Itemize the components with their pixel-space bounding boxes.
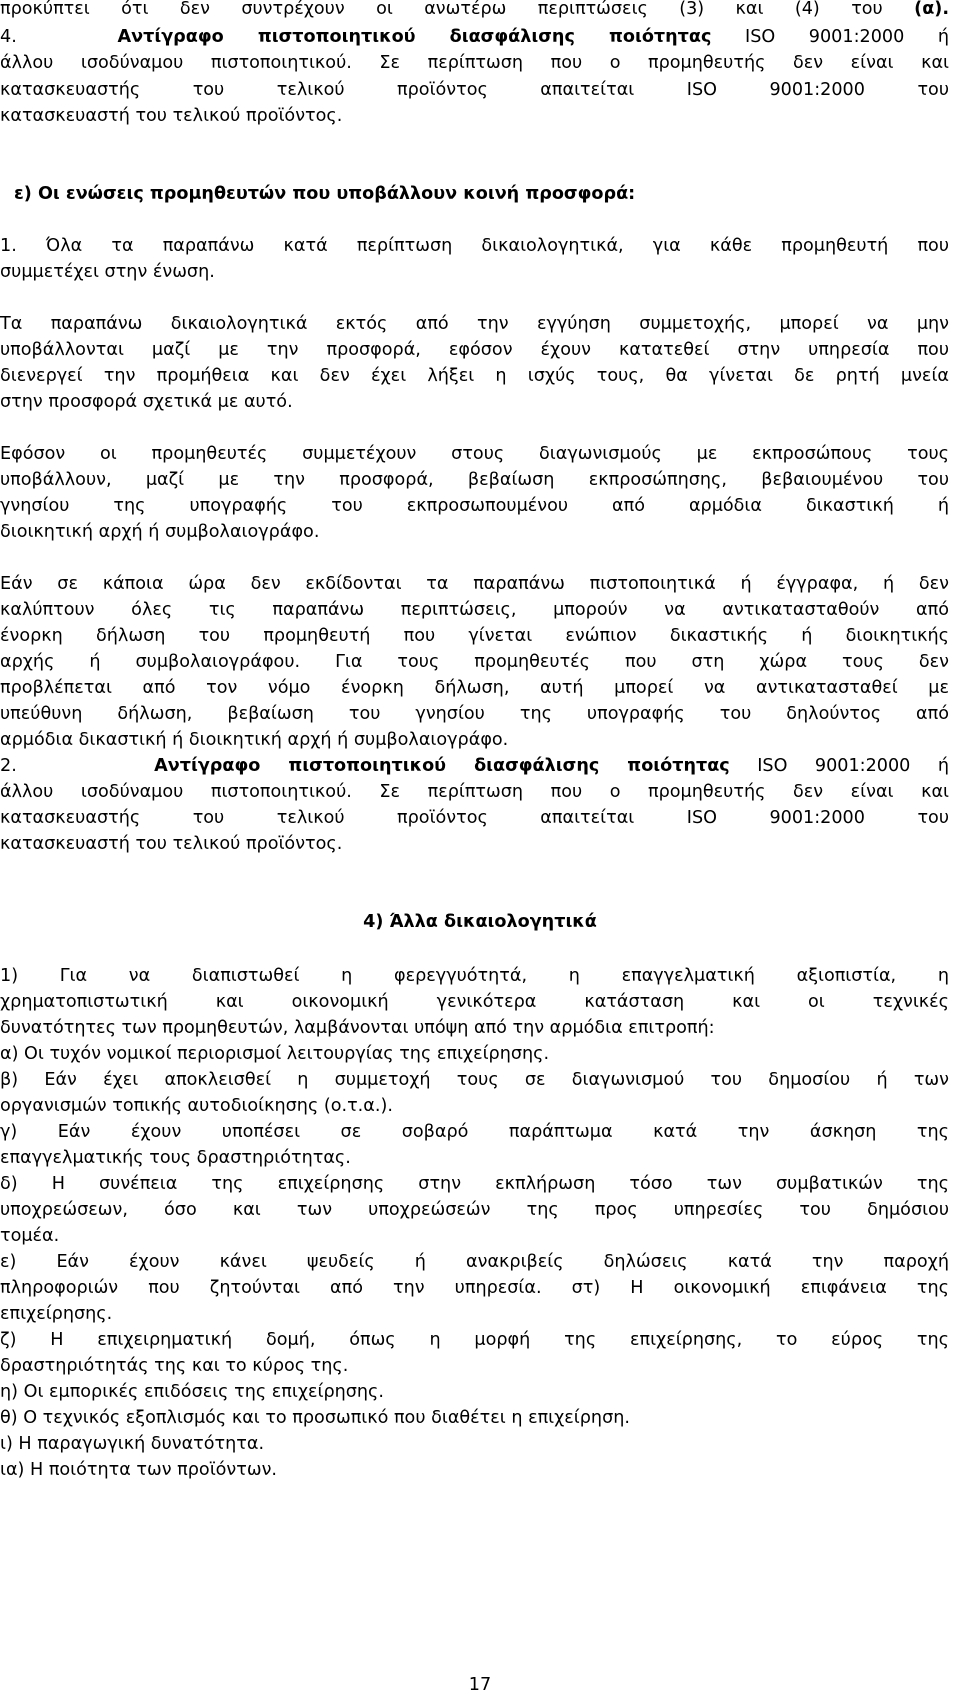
- section-heading: 4) Άλλα δικαιολογητικά: [363, 912, 597, 932]
- list-item: α) Οι τυχόν νομικοί περιορισμοί λειτουργίας της επιχείρησης.: [0, 1044, 550, 1064]
- text-line: 1) Για να διαπιστωθεί η φερεγγυότητά, η επαγγελματική αξιοπιστία, η: [0, 966, 949, 986]
- text-line: υποβάλλονται μαζί με την προσφορά, εφόσον έχουν κατατεθεί στην υπηρεσία που: [0, 340, 949, 360]
- text-line: υπεύθυνη δήλωση, βεβαίωση του γνησίου της υπογραφής του δηλούντος από: [0, 704, 949, 724]
- text-line: προκύπτει ότι δεν συντρέχουν οι ανωτέρω περιπτώσεις (3) και (4) του (α).: [0, 0, 950, 19]
- text-line: προβλέπεται από τον νόμο ένορκη δήλωση, αυτή μπορεί να αντικατασταθεί με: [0, 678, 949, 698]
- text-line: αρχής ή συμβολαιογράφου. Για τους προμηθευτές που στη χώρα τους δεν: [0, 652, 949, 672]
- list-item: ι) Η παραγωγική δυνατότητα.: [0, 1434, 265, 1454]
- text-line: κατασκευαστή του τελικού προϊόντος.: [0, 106, 343, 126]
- text-line: υποβάλλουν, μαζί με την προσφορά, βεβαίωση εκπροσώπησης, βεβαιουμένου του: [0, 470, 949, 490]
- list-item-continuation: επιχείρησης.: [0, 1304, 113, 1324]
- text-line: 4. Αντίγραφο πιστοποιητικού διασφάλισης ποιότητας ISO 9001:2000 ή: [0, 27, 949, 47]
- text-line: διοικητική αρχή ή συμβολαιογράφο.: [0, 522, 320, 542]
- text-line: καλύπτουν όλες τις παραπάνω περιπτώσεις, μπορούν να αντικατασταθούν από: [0, 600, 949, 620]
- text-line: δυνατότητες των προμηθευτών, λαμβάνονται υπόψη από την αρμόδια επιτροπή:: [0, 1018, 715, 1038]
- text-line: συμμετέχει στην ένωση.: [0, 262, 215, 282]
- list-item-continuation: επαγγελματικής τους δραστηριότητας.: [0, 1148, 351, 1168]
- text-line: 2. Αντίγραφο πιστοποιητικού διασφάλισης ποιότητας ISO 9001:2000 ή: [0, 756, 949, 776]
- list-item: ε) Εάν έχουν κάνει ψευδείς ή ανακριβείς δηλώσεις κατά την παροχή: [0, 1252, 949, 1272]
- text-line: γνησίου της υπογραφής του εκπροσωπουμένου από αρμόδια δικαστική ή: [0, 496, 949, 516]
- text-line: κατασκευαστής του τελικού προϊόντος απαιτείται ISO 9001:2000 του: [0, 808, 949, 828]
- text-line: Τα παραπάνω δικαιολογητικά εκτός από την εγγύηση συμμετοχής, μπορεί να μην: [0, 314, 949, 334]
- text-line: κατασκευαστής του τελικού προϊόντος απαιτείται ISO 9001:2000 του: [0, 80, 949, 100]
- page-number: 17: [468, 1675, 492, 1695]
- text-line: στην προσφορά σχετικά με αυτό.: [0, 392, 293, 412]
- section-heading: ε) Οι ενώσεις προμηθευτών που υποβάλλουν κοινή προσφορά:: [14, 184, 636, 204]
- text-line: αρμόδια δικαστική ή διοικητική αρχή ή συμβολαιογράφο.: [0, 730, 509, 750]
- list-item-continuation: οργανισμών τοπικής αυτοδιοίκησης (ο.τ.α.).: [0, 1096, 393, 1116]
- text-line: ένορκη δήλωση του προμηθευτή που γίνεται ενώπιον δικαστικής ή διοικητικής: [0, 626, 949, 646]
- text-line: Εφόσον οι προμηθευτές συμμετέχουν στους διαγωνισμούς με εκπροσώπους τους: [0, 444, 949, 464]
- list-item-continuation: πληροφοριών που ζητούνται από την υπηρεσία. στ) Η οικονομική επιφάνεια της: [0, 1278, 949, 1298]
- list-item: θ) Ο τεχνικός εξοπλισμός και το προσωπικό που διαθέτει η επιχείρηση.: [0, 1408, 630, 1428]
- text-line: άλλου ισοδύναμου πιστοποιητικού. Σε περίπτωση που ο προμηθευτής δεν είναι και: [0, 782, 949, 802]
- list-item: η) Οι εμπορικές επιδόσεις της επιχείρησης.: [0, 1382, 384, 1402]
- text-line: διενεργεί την προμήθεια και δεν έχει λήξει η ισχύς τους, θα γίνεται δε ρητή μνεία: [0, 366, 949, 386]
- text-line: Εάν σε κάποια ώρα δεν εκδίδονται τα παραπάνω πιστοποιητικά ή έγγραφα, ή δεν: [0, 574, 949, 594]
- text-line: άλλου ισοδύναμου πιστοποιητικού. Σε περίπτωση που ο προμηθευτής δεν είναι και: [0, 53, 949, 73]
- list-item: ζ) Η επιχειρηματική δομή, όπως η μορφή της επιχείρησης, το εύρος της: [0, 1330, 949, 1350]
- list-item: δ) Η συνέπεια της επιχείρησης στην εκπλήρωση τόσο των συμβατικών της: [0, 1174, 949, 1194]
- list-item: ια) Η ποιότητα των προϊόντων.: [0, 1460, 277, 1480]
- text-line: κατασκευαστή του τελικού προϊόντος.: [0, 834, 343, 854]
- text-line: χρηματοπιστωτική και οικονομική γενικότερα κατάσταση και οι τεχνικές: [0, 992, 949, 1012]
- list-item-continuation: τομέα.: [0, 1226, 60, 1246]
- list-item: β) Εάν έχει αποκλεισθεί η συμμετοχή τους σε διαγωνισμού του δημοσίου ή των: [0, 1070, 949, 1090]
- text-line: 1. Όλα τα παραπάνω κατά περίπτωση δικαιολογητικά, για κάθε προμηθευτή που: [0, 236, 949, 256]
- list-item-continuation: υποχρεώσεων, όσο και των υποχρεώσεών της προς υπηρεσίες του δημόσιου: [0, 1200, 949, 1220]
- list-item-continuation: δραστηριότητάς της και το κύρος της.: [0, 1356, 349, 1376]
- list-item: γ) Εάν έχουν υποπέσει σε σοβαρό παράπτωμα κατά την άσκηση της: [0, 1122, 949, 1142]
